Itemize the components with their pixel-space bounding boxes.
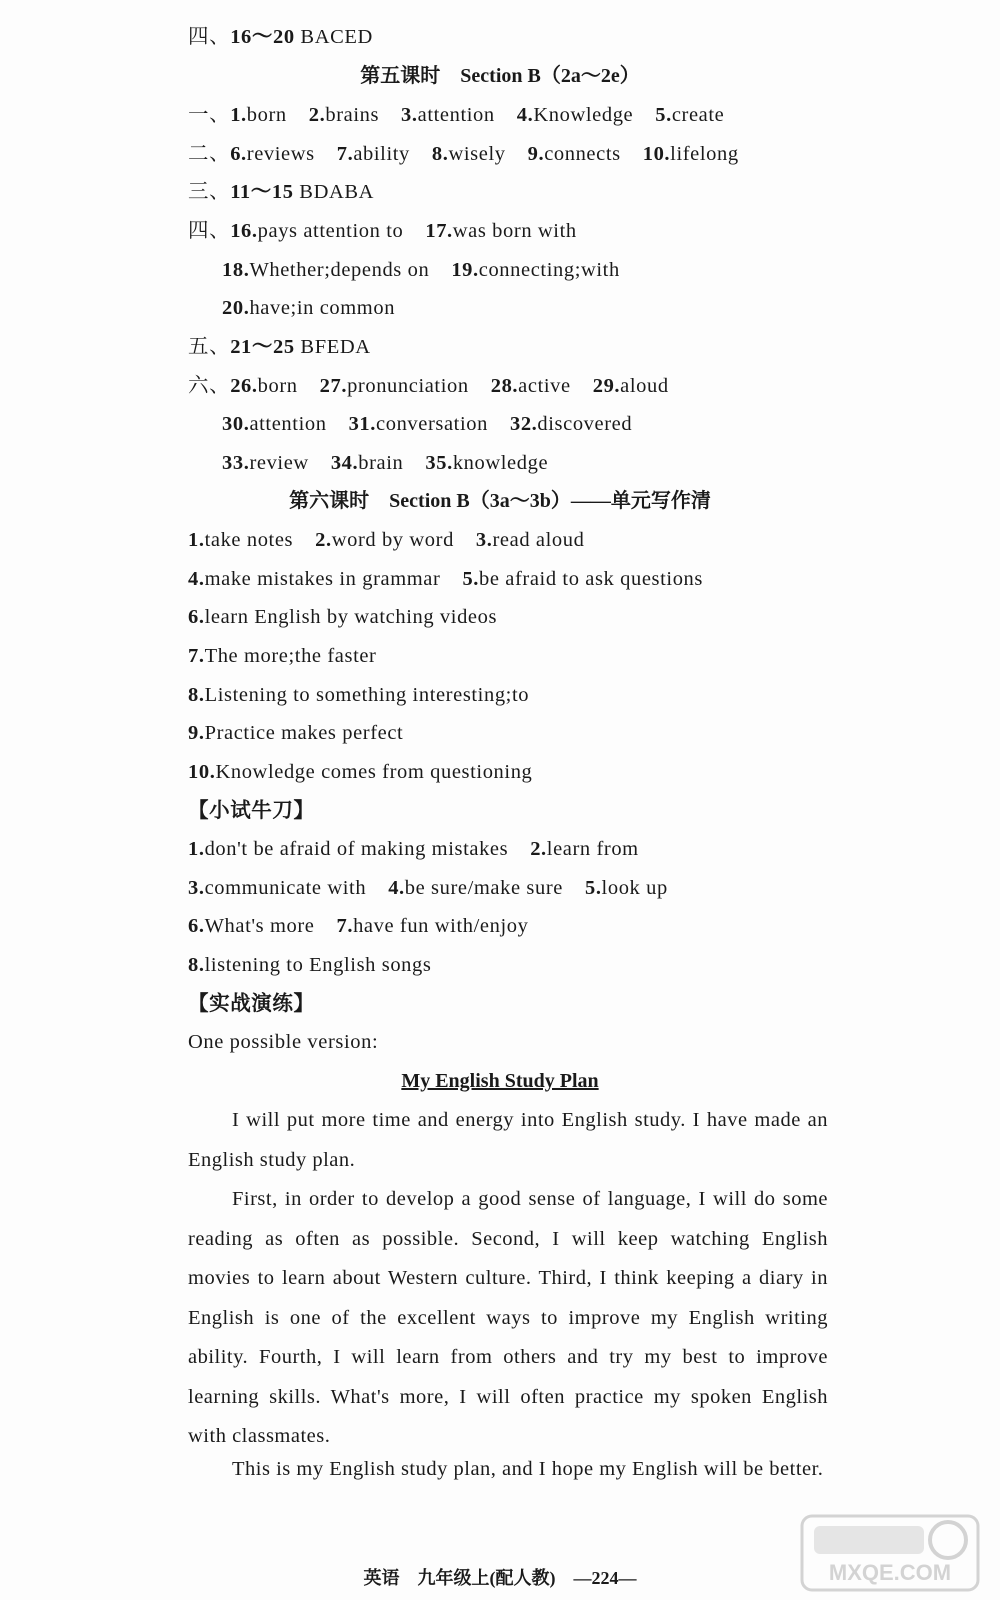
answer-item [462,568,703,590]
answer-text: BFEDA [294,336,371,358]
answer-text: reviews [246,143,315,165]
answer-number: 4. [188,568,205,590]
answer-item [230,375,297,397]
answer-item [425,220,576,242]
line-prefix: 二、 [188,143,231,165]
answer-text: take notes [204,529,294,551]
answer-number: 18. [222,259,250,281]
answer-line [188,23,395,51]
answer-item [188,645,377,667]
answer-item [331,452,404,474]
answer-number: 7. [336,915,354,937]
line-prefix: 六、 [188,375,231,397]
answer-item [230,143,315,165]
answer-text: What's more [204,915,315,937]
answer-text: learn English by watching videos [204,606,498,628]
answer-number: 9. [188,722,205,744]
answer-line [188,526,606,554]
answer-item [188,915,315,937]
answer-number: 2. [315,529,332,551]
answer-item [315,529,454,551]
answer-text: pronunciation [347,375,469,397]
answer-item [188,838,508,860]
answer-item [188,684,529,706]
answer-text: read aloud [492,529,585,551]
answer-item [593,375,669,397]
answer-number: 3. [475,529,493,551]
answer-text: have;in common [249,297,396,319]
answer-text: BACED [294,26,373,48]
answer-text: conversation [376,413,488,435]
answer-item [222,259,429,281]
answer-number: 31. [348,413,377,435]
answer-text: brains [325,104,380,126]
answer-line [222,410,654,438]
answer-line [188,140,761,168]
watermark-logo [800,1514,980,1592]
answer-item [388,877,563,899]
answer-number: 4. [516,104,534,126]
answer-number: 6. [188,606,205,628]
answer-number: 5. [462,568,480,590]
answer-line [188,372,691,400]
answer-line [188,912,550,940]
answer-item [188,606,497,628]
answer-text: look up [601,877,668,899]
answer-text: connects [544,143,621,165]
answer-number: 5. [584,877,602,899]
answer-number: 6. [188,915,205,937]
answer-number: 1. [230,104,247,126]
answer-line [188,217,599,245]
answer-number: 9. [527,143,545,165]
answer-line [222,256,642,284]
essay-paragraph: This is my English study plan, and I hope my English will be better. [232,1458,824,1480]
answer-item [309,104,379,126]
answer-line [188,565,725,593]
answer-item [401,104,495,126]
answer-number: 8. [431,143,449,165]
answer-text: discovered [537,413,633,435]
essay-paragraph: First, in order to develop a good sense of language, I will do some reading as often as possible. Second, I will keep watching English movies to learn about Western culture. Third, I think keeping a diary in English is one of the excellent ways to improve my English writing ability. Fourth, I will learn from others and try my best to improve learning skills. What's more, I will often practice my spoken English with classmates. [188,1188,828,1447]
answer-number: 10. [642,143,671,165]
answer-text: born [257,375,298,397]
answer-text: attention [417,104,495,126]
answer-line [188,951,453,979]
answer-item [188,722,403,744]
line-prefix: 三、 [188,181,231,203]
answer-item [425,452,548,474]
answer-number: 29. [592,375,621,397]
answer-text: was born with [452,220,577,242]
answer-number: 21～25 [230,336,295,358]
answer-item [230,220,403,242]
answer-number: 16～20 [230,26,295,48]
answer-text: active [518,375,571,397]
answer-line [188,758,554,786]
answer-line [188,101,746,129]
answer-item [528,143,621,165]
answer-item [230,104,287,126]
answer-item [230,26,373,48]
answer-item [643,143,739,165]
watermark-text: MXQE.COM [828,1560,952,1585]
answer-item [320,375,469,397]
answer-number: 20. [222,297,250,319]
answer-line [188,681,551,709]
answer-number: 26. [230,375,258,397]
line-prefix: 四、 [188,220,231,242]
answer-number: 10. [188,761,216,783]
answer-line [222,449,570,477]
answer-number: 11～15 [230,181,294,203]
answer-text: Listening to something interesting;to [204,684,530,706]
answer-line [188,178,396,206]
answer-number: 30. [222,413,250,435]
answer-text: be afraid to ask questions [479,568,703,590]
answer-number: 1. [188,838,205,860]
answer-item [510,413,632,435]
answer-number: 34. [330,452,359,474]
answer-text: listening to English songs [204,954,432,976]
answer-number: 28. [490,375,519,397]
answer-line [188,874,690,902]
answer-line [188,835,661,863]
answer-text: wisely [448,143,506,165]
line-prefix: 四、 [188,26,231,48]
answer-text: connecting;with [478,259,620,281]
line-prefix: 一、 [188,104,231,126]
answer-number: 27. [319,375,348,397]
answer-text: attention [249,413,327,435]
answer-text: be sure/make sure [404,877,563,899]
answer-item [530,838,639,860]
practice-heading: 【小试牛刀】 [188,800,315,822]
combat-heading: 【实战演练】 [188,993,315,1015]
answer-number: 5. [655,104,672,126]
answer-number: 33. [222,452,250,474]
answer-line [222,294,417,322]
answer-number: 32. [509,413,538,435]
answer-number: 16. [230,220,258,242]
answer-line [188,719,425,747]
section-heading: 第五课时 Section B（2a～2e） [360,65,640,87]
answer-item [188,568,440,590]
answer-text: don't be afraid of making mistakes [204,838,509,860]
answer-text: Knowledge [533,104,634,126]
section-heading: 第六课时 Section B（3a～3b）——单元写作清 [289,490,711,512]
answer-text: communicate with [204,877,367,899]
essay-intro: One possible version: [188,1031,379,1053]
answer-number: 19. [451,259,479,281]
essay-title: My English Study Plan [401,1070,599,1092]
answer-text: ability [353,143,410,165]
page-footer: 英语 九年级上(配人教) —224— [363,1568,637,1588]
answer-number: 3. [401,104,418,126]
answer-text: BDABA [293,181,375,203]
answer-number: 2. [530,838,547,860]
answer-text: have fun with/enjoy [353,915,529,937]
answer-number: 35. [425,452,453,474]
answer-item [585,877,668,899]
answer-text: review [249,452,309,474]
answer-text: word by word [331,529,454,551]
answer-text: Whether;depends on [249,259,430,281]
answer-number: 1. [188,529,205,551]
answer-item [517,104,633,126]
answer-number: 3. [188,877,205,899]
answer-number: 8. [188,684,205,706]
answer-item [188,954,431,976]
answer-item [188,761,532,783]
answer-item [230,181,374,203]
answer-item [349,413,488,435]
answer-text: create [671,104,725,126]
line-prefix: 五、 [188,336,231,358]
answer-text: pays attention to [257,220,404,242]
answer-item [222,452,309,474]
answer-item [337,915,529,937]
essay-paragraph: I will put more time and energy into English study. I have made an English study plan. [188,1109,828,1171]
answer-number: 7. [336,143,354,165]
answer-number: 4. [388,877,405,899]
answer-item [188,877,366,899]
answer-number: 17. [425,220,453,242]
answer-item [337,143,410,165]
answer-text: make mistakes in grammar [204,568,441,590]
answer-item [188,529,293,551]
answer-text: Practice makes perfect [204,722,404,744]
answer-item [491,375,571,397]
answer-item [451,259,620,281]
answer-item [476,529,585,551]
answer-text: born [246,104,287,126]
answer-text: knowledge [452,452,549,474]
answer-line [188,642,399,670]
answer-text: aloud [620,375,669,397]
answer-text: Knowledge comes from questioning [215,761,533,783]
answer-item [222,413,327,435]
answer-number: 8. [188,954,205,976]
answer-item [432,143,506,165]
answer-text: lifelong [670,143,739,165]
answer-number: 2. [308,104,326,126]
answer-line [188,603,519,631]
answer-item [230,336,370,358]
answer-number: 7. [188,645,205,667]
answer-number: 6. [230,143,247,165]
answer-text: The more;the faster [204,645,377,667]
answer-item [222,297,395,319]
answer-line [188,333,393,361]
answer-text: brain [358,452,404,474]
answer-text: learn from [546,838,639,860]
answer-item [655,104,724,126]
